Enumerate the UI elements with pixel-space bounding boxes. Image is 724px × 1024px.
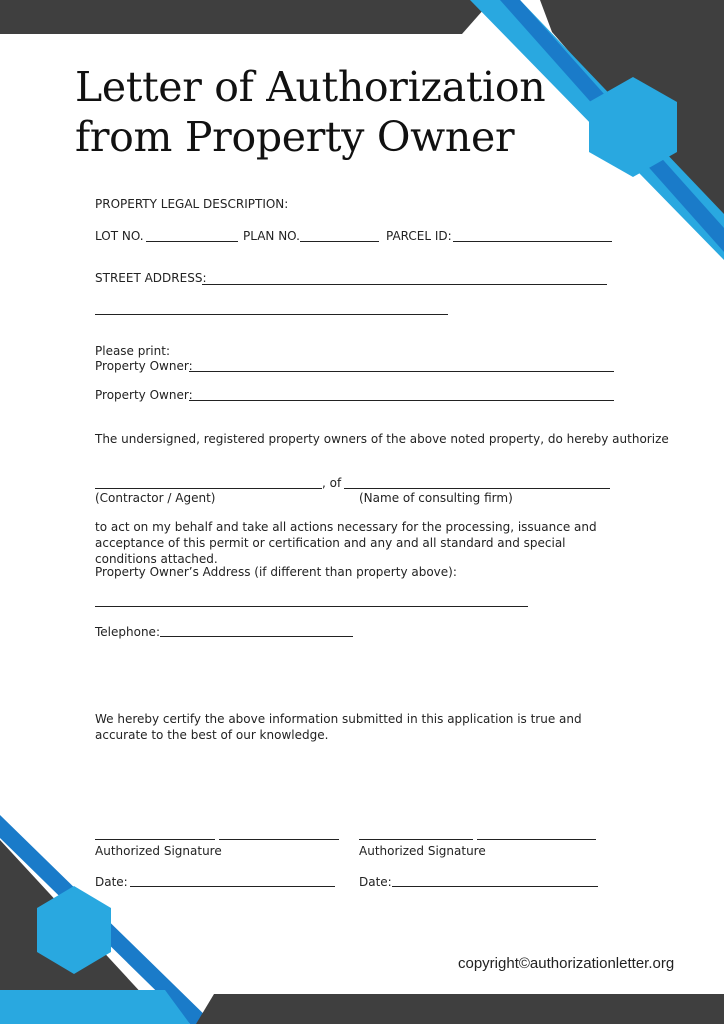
right-date-label: Date: [359,875,392,889]
right-signature-line-2[interactable] [477,839,596,840]
certification-statement: We hereby certify the above information submitted in this application is true and accurate to the best of our knowledge. [95,712,582,742]
right-signature-label: Authorized Signature [359,844,486,858]
parcel-field[interactable] [453,241,612,242]
left-date-label: Date: [95,875,128,889]
street-address-field[interactable] [202,284,607,285]
property-owner-field-1[interactable] [189,371,614,372]
left-signature-line-2[interactable] [219,839,339,840]
property-owner-label-1: Property Owner: [95,359,193,373]
plan-field[interactable] [300,241,379,242]
parcel-label: PARCEL ID: [386,229,452,243]
page-title [75,62,545,162]
telephone-label: Telephone: [95,625,160,639]
owner-address-field[interactable] [95,606,528,607]
title-line-2: from Property Owner [75,113,515,161]
top-dark-bar [0,0,492,34]
act-statement: to act on my behalf and take all actions necessary for the processing, issuance and acceptance of this permit or certification and any and all standard and special conditions attached. [95,520,597,566]
left-date-field[interactable] [130,886,335,887]
right-signature-line-1[interactable] [359,839,473,840]
legal-description-label: PROPERTY LEGAL DESCRIPTION: [95,197,289,211]
contractor-caption: (Contractor / Agent) [95,491,216,505]
owner-address-label: Property Owner’s Address (if different than property above): [95,565,457,579]
title-line-1: Letter of Authorization [75,63,546,111]
consulting-firm-caption: (Name of consulting firm) [359,491,513,505]
street-address-label: STREET ADDRESS: [95,271,207,285]
bottom-light-band [0,990,190,1024]
left-signature-label: Authorized Signature [95,844,222,858]
contractor-field[interactable] [95,488,322,489]
right-date-field[interactable] [392,886,598,887]
please-print-label: Please print: [95,344,170,358]
left-signature-line-1[interactable] [95,839,215,840]
authorization-statement: The undersigned, registered property owners of the above noted property, do hereby authorize [95,432,669,446]
bottom-dark-bar [196,994,724,1024]
lot-label: LOT NO. [95,229,144,243]
plan-label: PLAN NO. [243,229,300,243]
of-text: , of [322,476,342,490]
street-address-field-2[interactable] [95,314,448,315]
property-owner-field-2[interactable] [189,400,614,401]
copyright-text: copyright©authorizationletter.org [458,955,675,972]
consulting-firm-field[interactable] [344,488,610,489]
lot-field[interactable] [146,241,238,242]
property-owner-label-2: Property Owner: [95,388,193,402]
telephone-field[interactable] [160,636,353,637]
